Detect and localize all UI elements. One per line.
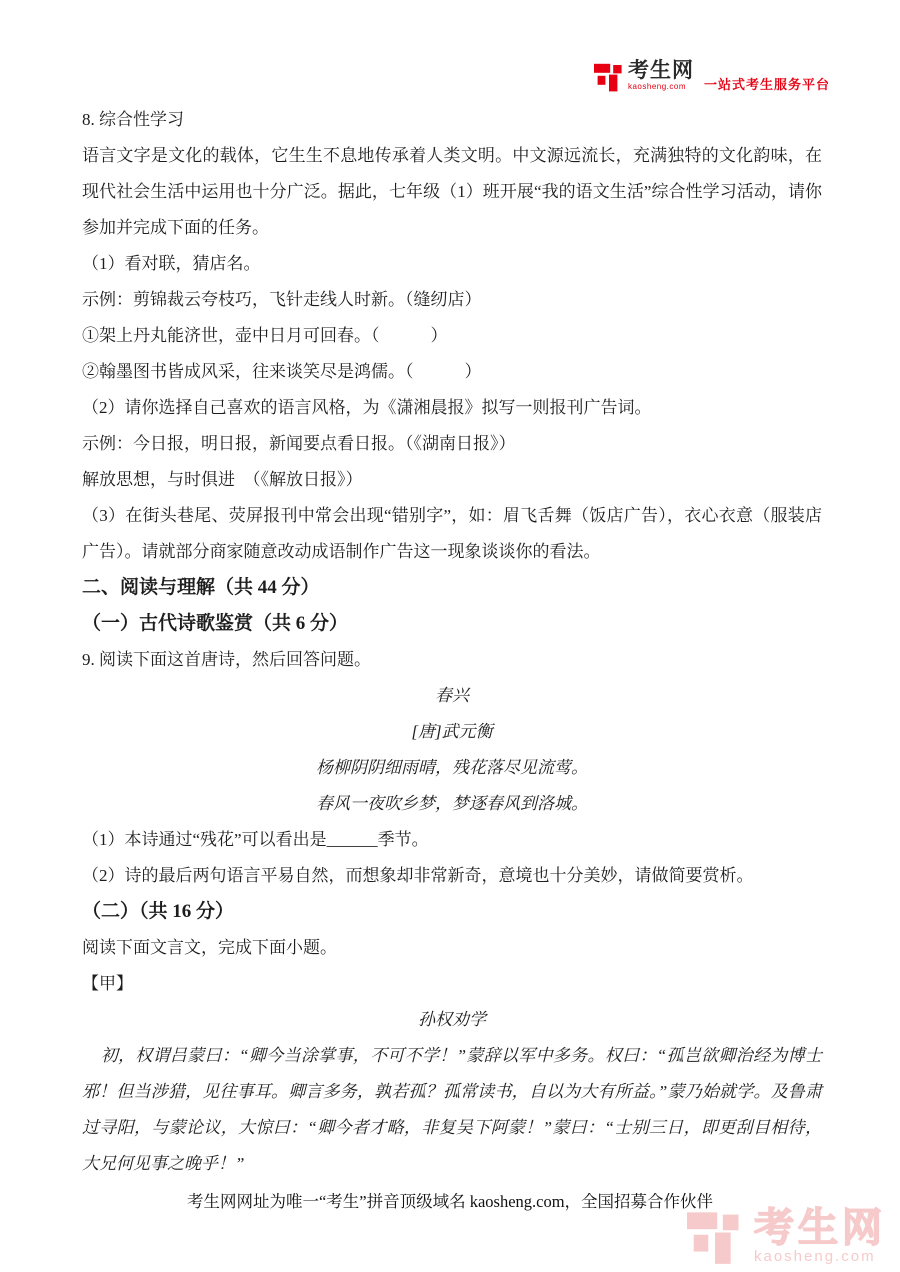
passage-jia-label: 【甲】 <box>82 974 133 993</box>
kaosheng-watermark <box>684 1208 886 1266</box>
q8-part1: （1）看对联，猜店名。 <box>82 254 261 273</box>
section2-title: 二、阅读与理解（共 44 分） <box>82 577 320 598</box>
q8-intro: 语言文字是文化的载体，它生生不息地传承着人类文明。中文源远流长，充满独特的文化韵味，在现代社会生活中运用也十分广泛。据此，七年级（1）班开展“我的语文生活”综合性学习活动，请你参加并完成下面的任务。 <box>82 146 822 237</box>
watermark-text-block <box>754 1208 886 1266</box>
passage-title: 孙权劝学 <box>418 1010 486 1029</box>
q9-question-1: （1）本诗通过“残花”可以看出是______季节。 <box>82 830 429 849</box>
section2-sub2-title: （二）（共 16 分） <box>82 901 235 922</box>
q8-part2-example1: 示例：今日报，明日报，新闻要点看日报。（《湖南日报》） <box>82 434 516 453</box>
q8-part2-example2: 解放思想，与时俱进 （《解放日报》） <box>82 470 363 489</box>
q8-part1-example: 示例：剪锦裁云夸枝巧，飞针走线人时新。（缝纫店） <box>82 290 482 309</box>
section2-sub1-title: （一）古代诗歌鉴赏（共 6 分） <box>82 613 349 634</box>
passage-text: 初，权谓吕蒙曰：“卿今当涂掌事，不可不学！”蒙辞以军中多务。权曰：“孤岂欲卿治经为博士邪！但当涉猎，见往事耳。卿言多务，孰若孤？孤常读书，自以为大有所益。”蒙乃始就学。及鲁肃过寻阳，与蒙论议，大惊曰：“卿今者才略，非复吴下阿蒙！”蒙曰：“士别三日，即更刮目相待，大兄何见事之晚乎！” <box>82 1046 822 1173</box>
brand-tagline: 一站式考生服务平台 <box>703 77 830 92</box>
q8-part2: （2）请你选择自己喜欢的语言风格，为《潇湘晨报》拟写一则报刊广告词。 <box>82 398 652 417</box>
brand-name: 考生网 <box>627 59 694 82</box>
q8-part1-item2: ②翰墨图书皆成风采，往来谈笑尽是鸿儒。（ ） <box>82 362 482 381</box>
footer-note: 考生网网址为唯一“考生”拼音顶级域名 kaosheng.com，全国招募合作伙伴 <box>186 1191 714 1211</box>
kaosheng-logo-icon <box>594 62 624 92</box>
watermark-brand: 考生网 <box>754 1206 886 1250</box>
exam-content <box>82 102 822 1182</box>
poem-line-2: 春风一夜吹乡梦，梦逐春风到洛城。 <box>316 794 588 813</box>
q9-intro: 9. 阅读下面这首唐诗，然后回答问题。 <box>82 650 371 669</box>
brand-text-block <box>628 60 694 91</box>
q9-question-2: （2）诗的最后两句语言平易自然，而想象却非常新奇，意境也十分美妙，请做简要赏析。 <box>82 866 754 885</box>
q8-part1-item1: ①架上丹丸能济世，壶中日月可回春。（ ） <box>82 326 448 345</box>
passage-intro: 阅读下面文言文，完成下面小题。 <box>82 938 337 957</box>
poem-author: [唐]武元衡 <box>411 722 493 741</box>
brand-domain: kaosheng.com <box>627 82 687 91</box>
poem-title: 春兴 <box>435 686 469 705</box>
kaosheng-watermark-icon <box>684 1209 746 1265</box>
kaosheng-brand-header <box>594 60 830 93</box>
poem-line-1: 杨柳阴阴细雨晴，残花落尽见流莺。 <box>316 758 588 777</box>
q8-title: 8. 综合性学习 <box>82 110 184 129</box>
q8-part3: （3）在街头巷尾、荧屏报刊中常会出现“错别字”，如：眉飞舌舞（饭店广告），衣心衣意（服装店广告）。请就部分商家随意改动成语制作广告这一现象谈谈你的看法。 <box>82 506 822 561</box>
watermark-domain: kaosheng.com <box>754 1248 876 1265</box>
